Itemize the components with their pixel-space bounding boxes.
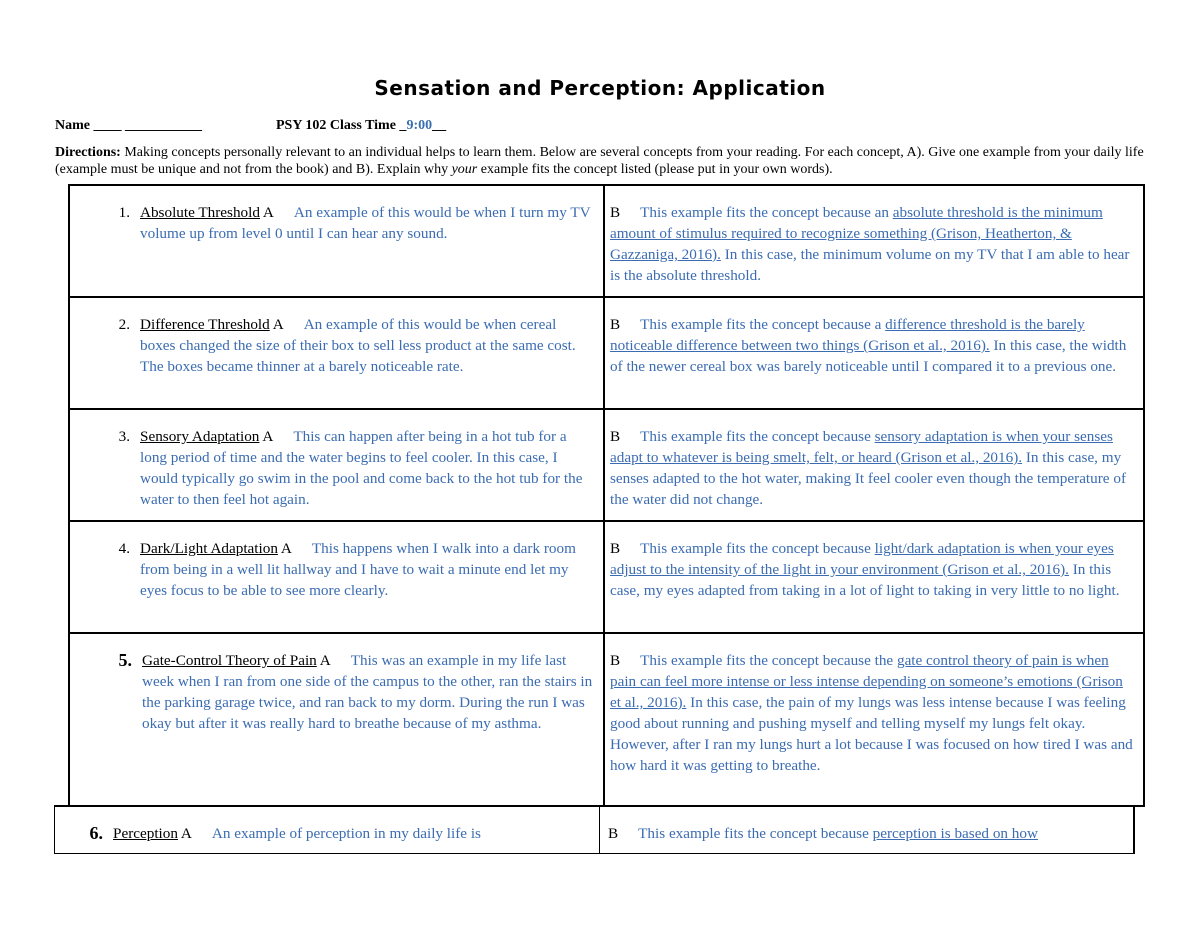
example-cell bbox=[69, 409, 604, 521]
example-cell bbox=[55, 807, 600, 853]
explanation-intro: This example fits the concept because an bbox=[640, 204, 893, 221]
definition-text: perception is based on how bbox=[872, 825, 1038, 842]
class-time-field bbox=[276, 118, 446, 134]
example-cell bbox=[69, 633, 604, 806]
explanation-intro: This example fits the concept because bbox=[640, 540, 875, 557]
row-number: 6. bbox=[89, 823, 103, 843]
explanation-intro: This example fits the concept because a bbox=[640, 316, 886, 333]
part-a-label: A bbox=[319, 652, 331, 669]
explanation-cell bbox=[604, 185, 1144, 297]
concept-name: Difference Threshold bbox=[140, 316, 270, 333]
row-number: 5. bbox=[118, 650, 132, 670]
part-b-label: B bbox=[610, 204, 621, 221]
class-time-label: PSY 102 Class Time _ bbox=[276, 118, 407, 133]
explanation-text: In this case, my eyes adapted from taking in a lot of light to taking in very little to no light. bbox=[610, 561, 1120, 599]
part-b-label: B bbox=[610, 428, 621, 445]
definition-text: sensory adaptation is when your senses adapt to whatever is being smelt, felt, or heard (Grison et al., 2016). bbox=[610, 428, 1113, 466]
directions-label: Directions: bbox=[55, 145, 121, 160]
explanation-text: In this case, the pain of my lungs was less intense because I was feeling good about running and pushing myself and telling myself my lungs felt okay. However, after I ran my lungs hurt a lot because I was focused on how tired I was and how hard it was getting to breathe. bbox=[610, 694, 1133, 774]
name-line bbox=[55, 118, 447, 134]
example-cell bbox=[69, 297, 604, 409]
row-number: 3. bbox=[118, 428, 130, 445]
part-a-label: A bbox=[280, 540, 292, 557]
part-a-label: A bbox=[262, 204, 274, 221]
class-time-suffix: __ bbox=[432, 118, 447, 133]
part-b-label: B bbox=[610, 652, 621, 669]
definition-text: difference threshold is the barely noticeable difference between two things (Grison et al., 2016). bbox=[610, 316, 1085, 354]
concept-table bbox=[68, 184, 1145, 807]
directions-italic: your bbox=[451, 162, 478, 177]
part-a-label: A bbox=[180, 825, 192, 842]
class-time-value: 9:00 bbox=[406, 118, 433, 133]
part-b-label: B bbox=[608, 825, 619, 842]
explanation-intro: This example fits the concept because bbox=[640, 428, 875, 445]
concept-name: Gate-Control Theory of Pain bbox=[142, 652, 317, 669]
explanation-cell bbox=[604, 521, 1144, 633]
example-cell bbox=[69, 185, 604, 297]
explanation-text: In this case, the width of the newer cereal box was barely noticeable until I compared it to a previous one. bbox=[610, 337, 1127, 375]
concept-row-6 bbox=[54, 805, 1135, 854]
concept-row-4 bbox=[69, 521, 1144, 633]
row-number: 1. bbox=[118, 204, 130, 221]
concept-name: Dark/Light Adaptation bbox=[140, 540, 278, 557]
directions bbox=[55, 144, 1150, 178]
concept-row-2 bbox=[69, 297, 1144, 409]
row-number: 4. bbox=[118, 540, 130, 557]
example-cell bbox=[69, 521, 604, 633]
concept-row-3 bbox=[69, 409, 1144, 521]
explanation-text: In this case, my senses adapted to the hot water, making It feel cooler even though the temperature of the water did not change. bbox=[610, 449, 1126, 508]
directions-text: Making concepts personally relevant to an individual helps to learn them. Below are several concepts from your reading. For each concept, A). Give one example from your daily life (example must be unique and not from the book) and B). Explain why bbox=[55, 145, 1144, 177]
explanation-cell bbox=[608, 823, 1127, 844]
definition-text: light/dark adaptation is when your eyes adjust to the intensity of the light in your environment (Grison et al., 2016). bbox=[610, 540, 1114, 578]
part-b-label: B bbox=[610, 540, 621, 557]
concept-name: Absolute Threshold bbox=[140, 204, 260, 221]
document-title: Sensation and Perception: Application bbox=[374, 76, 826, 100]
part-b-label: B bbox=[610, 316, 621, 333]
explanation-text: In this case, the minimum volume on my TV that I am able to hear is the absolute threshold. bbox=[610, 246, 1130, 284]
row-number: 2. bbox=[118, 316, 130, 333]
definition-text: absolute threshold is the minimum amount of stimulus required to recognize something (Grison, Heatherton, & Gazzaniga, 2016). bbox=[610, 204, 1103, 263]
concept-row-1 bbox=[69, 185, 1144, 297]
example-text: An example of this would be when I turn my TV volume up from level 0 until I can hear any sound. bbox=[140, 204, 591, 242]
explanation-cell bbox=[604, 633, 1144, 806]
directions-text-end: example fits the concept listed (please put in your own words). bbox=[477, 162, 833, 177]
example-text: An example of this would be when cereal boxes changed the size of their box to sell less product at the same cost. The boxes became thinner at a barely noticeable rate. bbox=[140, 316, 576, 375]
explanation-intro: This example fits the concept because the bbox=[640, 652, 897, 669]
explanation-cell bbox=[604, 409, 1144, 521]
concept-name: Sensory Adaptation bbox=[140, 428, 260, 445]
example-text: This happens when I walk into a dark room from being in a well lit hallway and I have to wait a minute end let my eyes focus to be able to see more clearly. bbox=[140, 540, 576, 599]
example-text: An example of perception in my daily life is bbox=[211, 825, 481, 842]
part-a-label: A bbox=[262, 428, 274, 445]
concept-name: Perception bbox=[113, 825, 178, 842]
part-a-label: A bbox=[272, 316, 284, 333]
definition-text: gate control theory of pain is when pain can feel more intense or less intense depending on someone’s emotions (Grison et al., 2016). bbox=[610, 652, 1123, 711]
example-text: This was an example in my life last week when I ran from one side of the campus to the other, ran the stairs in the parking garage twice, and ran back to my dorm. During the run I was okay but after it was really hard to breathe because of my asthma. bbox=[142, 652, 593, 732]
explanation-cell bbox=[604, 297, 1144, 409]
explanation-intro: This example fits the concept because bbox=[638, 825, 873, 842]
concept-row-5 bbox=[69, 633, 1144, 806]
name-field-label: Name ____ ___________ bbox=[55, 118, 202, 133]
example-text: This can happen after being in a hot tub for a long period of time and the water begins to feel cooler. In this case, I would typically go swim in the pool and come back to the hot tub for the water to then feel hot again. bbox=[140, 428, 583, 508]
